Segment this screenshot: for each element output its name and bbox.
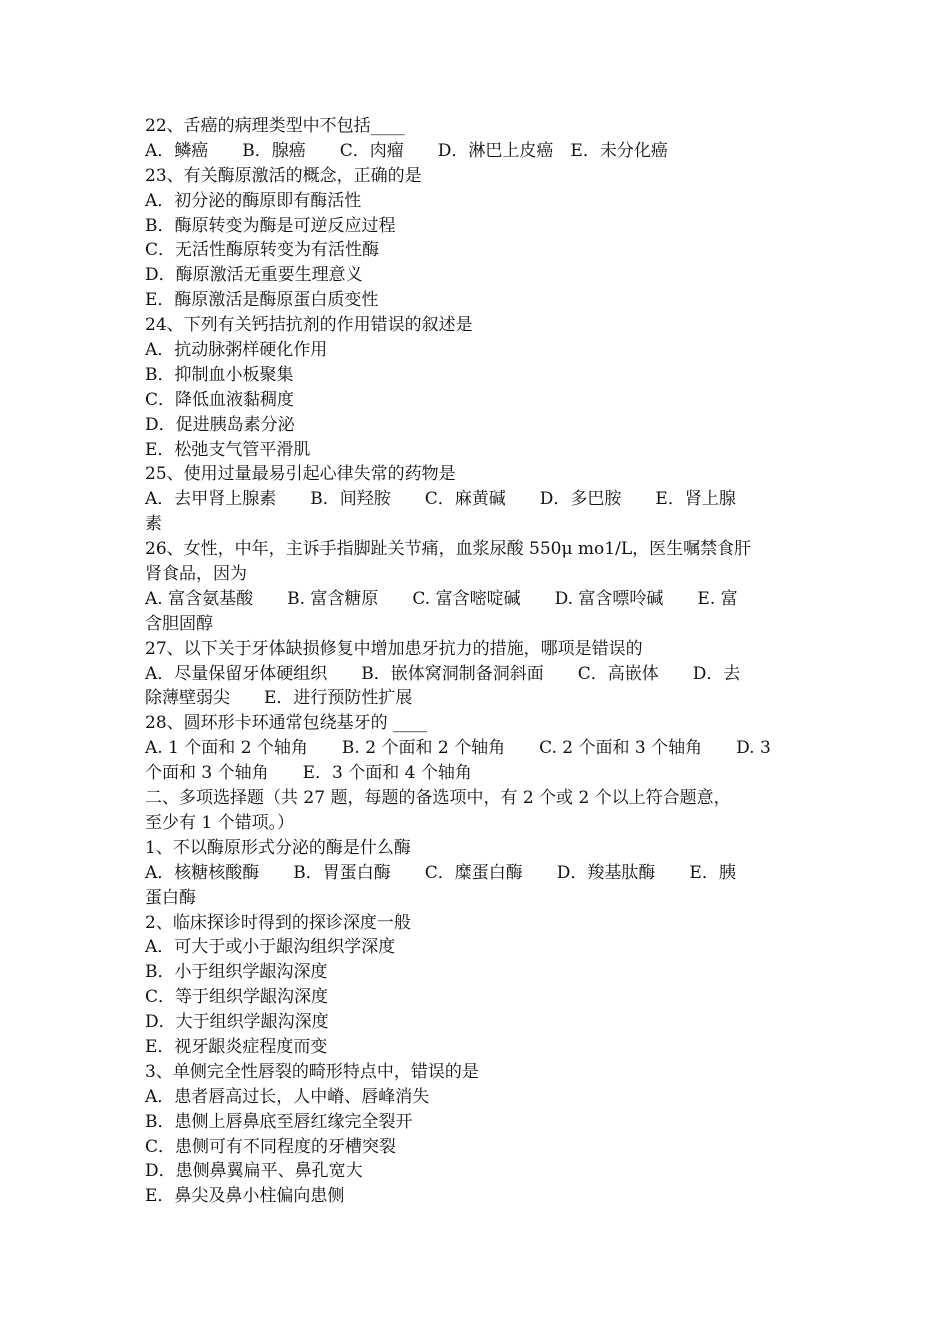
question-26-options-cont: 含胆固醇 (145, 613, 213, 634)
mc-question-2-option-b: B．小于组织学龈沟深度 (145, 962, 328, 983)
mc-question-3-option-a: A．患者唇高过长，人中嵴、唇峰消失 (145, 1086, 430, 1107)
question-24-option-b: B．抑制血小板聚集 (145, 364, 294, 385)
section-heading-cont: 至少有 1 个错项。） (145, 812, 295, 833)
mc-question-1-stem: 1、不以酶原形式分泌的酶是什么酶 (145, 837, 411, 858)
exam-questions (145, 114, 807, 1209)
question-24-stem: 24、下列有关钙拮抗剂的作用错误的叙述是 (145, 315, 473, 336)
question-28-options-cont: 个面和 3 个轴角 E．3 个面和 4 个轴角 (145, 763, 472, 784)
question-23-option-b: B．酶原转变为酶是可逆反应过程 (145, 215, 396, 236)
mc-question-2-option-e: E．视牙龈炎症程度而变 (145, 1036, 328, 1057)
question-22-stem: 22、舌癌的病理类型中不包括____ (145, 116, 405, 136)
question-27-options: A．尽量保留牙体硬组织 B．嵌体窝洞制备洞斜面 C．高嵌体 D．去 (145, 663, 741, 684)
question-23-option-c: C．无活性酶原转变为有活性酶 (145, 240, 380, 261)
question-25-options: A．去甲肾上腺素 B．间羟胺 C．麻黄碱 D．多巴胺 E．肾上腺 (145, 489, 736, 510)
mc-question-3-option-c: C．患侧可有不同程度的牙槽突裂 (145, 1136, 397, 1157)
question-27-stem: 27、以下关于牙体缺损修复中增加患牙抗力的措施，哪项是错误的 (145, 638, 643, 659)
question-26-stem-cont: 肾食品，因为 (145, 564, 247, 585)
question-26-options: A. 富含氨基酸 B. 富含糖原 C. 富含嘧啶碱 D. 富含嘌呤碱 E. 富 (145, 588, 738, 609)
question-23-option-a: A．初分泌的酶原即有酶活性 (145, 190, 362, 211)
question-28-options: A. 1 个面和 2 个轴角 B. 2 个面和 2 个轴角 C. 2 个面和 3 个轴角 D. 3 (145, 738, 771, 759)
mc-question-2-option-c: C．等于组织学龈沟深度 (145, 987, 329, 1008)
question-23-option-e: E．酶原激活是酶原蛋白质变性 (145, 290, 379, 311)
mc-question-2-option-a: A．可大于或小于龈沟组织学深度 (145, 937, 396, 958)
question-23-option-d: D．酶原激活无重要生理意义 (145, 265, 363, 286)
section-heading-multiple-choice: 二、多项选择题（共 27 题，每题的备选项中，有 2 个或 2 个以上符合题意， (145, 788, 731, 809)
mc-question-3-option-b: B．患侧上唇鼻底至唇红缘完全裂开 (145, 1111, 413, 1132)
question-25-options-cont: 素 (145, 514, 162, 535)
mc-question-3-stem: 3、单侧完全性唇裂的畸形特点中，错误的是 (145, 1061, 479, 1082)
question-24-option-c: C．降低血液黏稠度 (145, 389, 295, 410)
question-24-option-e: E．松弛支气管平滑肌 (145, 439, 311, 460)
mc-question-3-option-d: D．患侧鼻翼扁平、鼻孔宽大 (145, 1161, 363, 1182)
question-24-option-d: D．促进胰岛素分泌 (145, 414, 295, 435)
question-25-stem: 25、使用过量最易引起心律失常的药物是 (145, 464, 456, 485)
question-26-stem: 26、女性，中年，主诉手指脚趾关节痛，血浆尿酸 550μ mo1/L，医生嘱禁食肝 (145, 539, 752, 560)
mc-question-1-options: A．核糖核酸酶 B．胃蛋白酶 C．糜蛋白酶 D．羧基肽酶 E．胰 (145, 862, 736, 883)
question-28-stem: 28、圆环形卡环通常包绕基牙的 ____ (145, 713, 428, 734)
question-23-stem: 23、有关酶原激活的概念，正确的是 (145, 165, 422, 186)
mc-question-3-option-e: E．鼻尖及鼻小柱偏向患侧 (145, 1186, 345, 1207)
question-22-options: A．鳞癌 B．腺癌 C．肉瘤 D．淋巴上皮癌 E．未分化癌 (145, 140, 668, 161)
mc-question-2-stem: 2、临床探诊时得到的探诊深度一般 (145, 912, 411, 933)
mc-question-1-options-cont: 蛋白酶 (145, 887, 196, 908)
mc-question-2-option-d: D．大于组织学龈沟深度 (145, 1012, 329, 1033)
question-27-options-cont: 除薄壁弱尖 E．进行预防性扩展 (145, 688, 413, 709)
question-24-option-a: A．抗动脉粥样硬化作用 (145, 340, 328, 361)
